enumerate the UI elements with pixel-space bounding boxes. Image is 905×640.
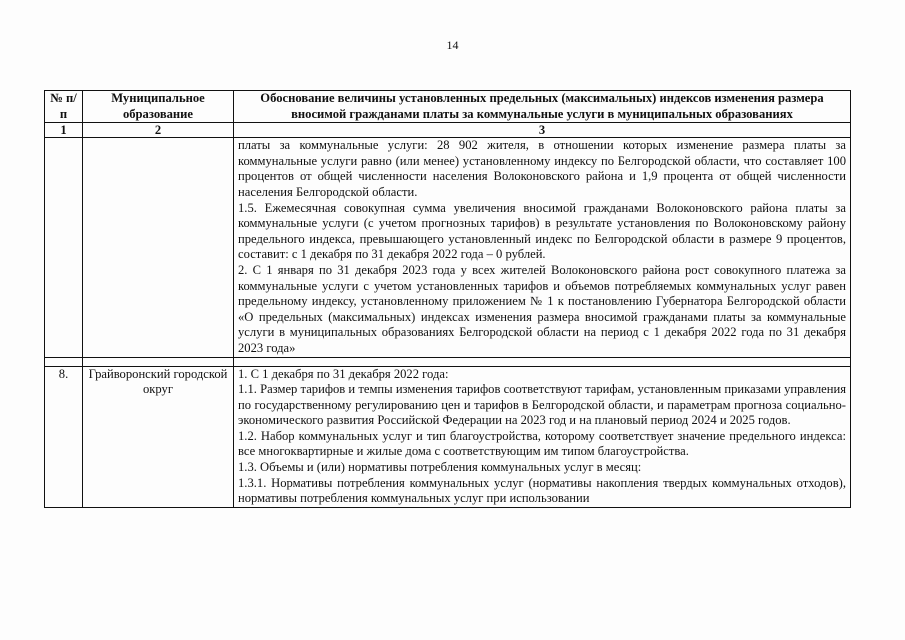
paragraph: 1.5. Ежемесячная совокупная сумма увеличения вносимой гражданами Волоконовского района платы за коммунальные услуги (с учетом прогнозных тарифов) в результате установления по Волоконовскому району предельного индекса, превышающего установленный индекс по Белгородской области в размере 9 процентов, составит: с 1 декабря по 31 декабря 2022 года – 0 рублей.	[238, 200, 846, 262]
table-header-row	[45, 91, 851, 123]
paragraph: 1.3.1. Нормативы потребления коммунальных услуг (нормативы накопления твердых коммунальных отходов), нормативы потребления коммунальных услуг при использовании	[238, 475, 846, 506]
row-municipality: Грайворонский городской округ	[83, 366, 234, 507]
paragraph: 1.3. Объемы и (или) нормативы потребления коммунальных услуг в месяц:	[238, 460, 642, 475]
indices-table	[44, 90, 851, 508]
spacer-cell	[45, 357, 83, 366]
spacer-cell	[234, 357, 851, 366]
row-num	[45, 138, 83, 357]
paragraph: 2. С 1 января по 31 декабря 2023 года у всех жителей Волоконовского района рост совокупного платежа за коммунальные услуги с учетом установленных тарифов и объемов потребляемых коммунальных услуг равен предельному индексу, установленному приложением № 1 к постановлению Губернатора Белгородской области «О предельных (максимальных) индексах изменения размера вносимой гражданами платы за коммунальные услуги в муниципальных образованиях Белгородской области на период с 1 декабря 2022 года по 31 декабря 2023 года»	[238, 262, 846, 355]
paragraph: 1. С 1 декабря по 31 декабря 2022 года:	[238, 366, 449, 381]
row-spacer	[45, 357, 851, 366]
header-justification: Обоснование величины установленных предельных (максимальных) индексов изменения размера вносимой гражданами платы за коммунальные услуги в муниципальных образованиях	[234, 91, 851, 123]
header-municipality: Муниципальное образование	[83, 91, 234, 123]
table-row	[45, 138, 851, 357]
paragraph: 1.1. Размер тарифов и темпы изменения тарифов соответствуют тарифам, установленным приказами управления по государственному регулированию цен и тарифов в Белгородской области, и параметрам прогноза социально-экономического развития Российской Федерации на 2023 год и на плановый период 2024 и 2025 годов.	[238, 382, 846, 428]
row-municipality	[83, 138, 234, 357]
column-number-row	[45, 123, 851, 138]
column-number: 2	[83, 123, 234, 138]
row-justification	[234, 138, 851, 357]
paragraph: платы за коммунальные услуги: 28 902 жителя, в отношении которых изменение размера платы за коммунальные услуги равно (или менее) установленному индексу по Белгородской области, что составляет 100 процентов от общей численности населения Волоконовского района и 1,9 процента от общей численности населения Белгородской области.	[238, 138, 846, 199]
table-row	[45, 366, 851, 507]
column-number: 1	[45, 123, 83, 138]
spacer-cell	[83, 357, 234, 366]
page-number: 14	[446, 38, 459, 52]
row-num: 8.	[45, 366, 83, 507]
header-num: № п/п	[45, 91, 83, 123]
row-justification	[234, 366, 851, 507]
paragraph: 1.2. Набор коммунальных услуг и тип благоустройства, которому соответствует значение предельного индекса: все многоквартирные и жилые дома с соответствующим им типом благоустройства.	[238, 428, 846, 459]
column-number: 3	[234, 123, 851, 138]
